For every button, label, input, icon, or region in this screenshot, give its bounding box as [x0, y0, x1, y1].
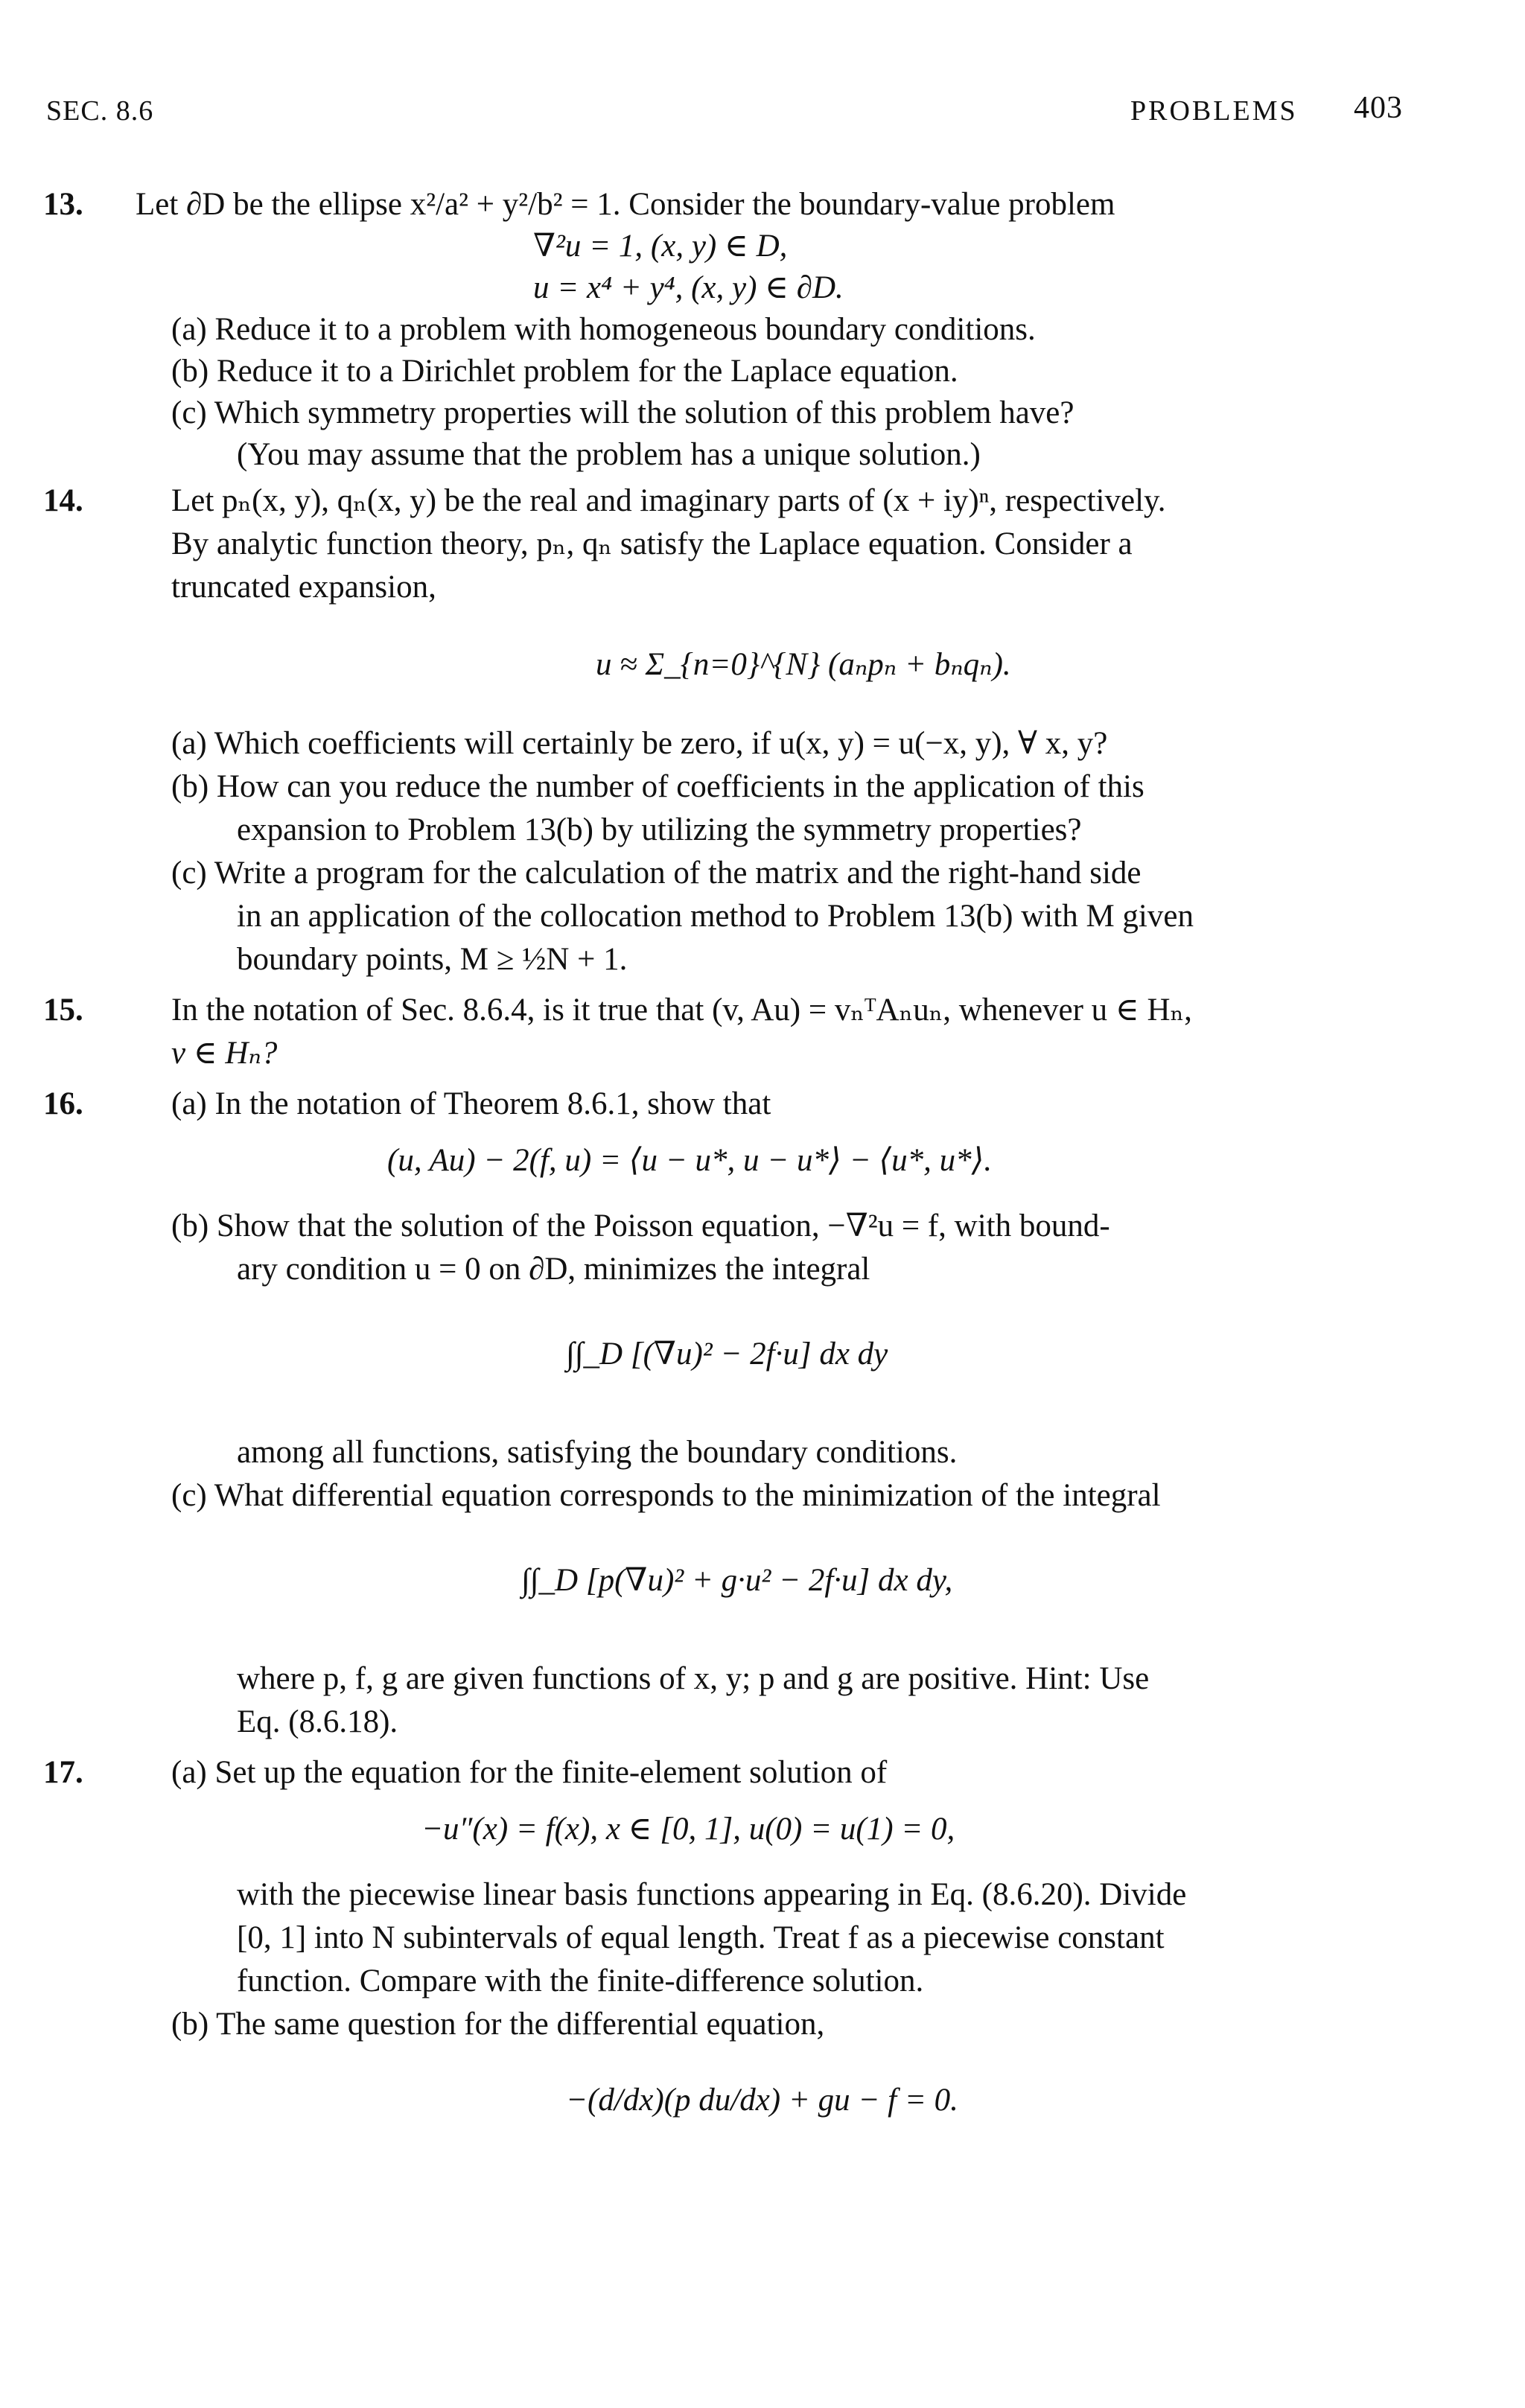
problem-17-part-a-cont-3: function. Compare with the finite-difference solution. — [237, 1963, 924, 1998]
problem-13-part-b: (b) Reduce it to a Dirichlet problem for the Laplace equation. — [171, 354, 958, 389]
problem-16-part-b-cont: ary condition u = 0 on ∂D, minimizes the integral — [237, 1252, 870, 1287]
problem-17-part-a: (a) Set up the equation for the finite-element solution of — [171, 1755, 888, 1790]
problem-13-number: 13. — [43, 187, 83, 222]
problem-17-number: 17. — [43, 1755, 83, 1790]
problem-14-number: 14. — [43, 483, 83, 518]
problem-14-part-b: (b) How can you reduce the number of coefficients in the application of this — [171, 769, 1144, 804]
problem-14-part-c-cont-1: in an application of the collocation method to Problem 13(b) with M given — [237, 899, 1194, 934]
problem-17-part-a-cont-2: [0, 1] into N subintervals of equal length. Treat f as a piecewise constant — [237, 1920, 1165, 1955]
problem-15-text-line-1: In the notation of Sec. 8.6.4, is it true that (v, Au) = vₙᵀAₙuₙ, whenever u ∈ Hₙ, — [171, 993, 1192, 1028]
problem-16-part-c: (c) What differential equation corresponds to the minimization of the integral — [171, 1478, 1161, 1513]
problem-14-expansion: u ≈ Σ_{n=0}^{N} (aₙpₙ + bₙqₙ). — [596, 647, 1011, 682]
problem-14-part-c-cont-2: boundary points, M ≥ ½N + 1. — [237, 942, 628, 977]
problem-16-integral-2: ∫∫_D [p(∇u)² + g·u² − 2f·u] dx dy, — [521, 1563, 953, 1598]
problem-14-text-line-3: truncated expansion, — [171, 570, 436, 605]
section-label: SEC. 8.6 — [46, 95, 154, 127]
problem-16-part-b-end: among all functions, satisfying the boundary conditions. — [237, 1435, 958, 1470]
problem-16-identity: (u, Au) − 2(f, u) = ⟨u − u*, u − u*⟩ − ⟨u*, u*⟩. — [387, 1143, 993, 1178]
problem-13-text: Let ∂D be the ellipse x²/a² + y²/b² = 1. Consider the boundary-value problem — [136, 187, 1115, 222]
problem-17-equation: −u″(x) = f(x), x ∈ [0, 1], u(0) = u(1) = 0, — [421, 1812, 955, 1847]
problem-16-part-c-cont: where p, f, g are given functions of x, y; p and g are positive. Hint: Use — [237, 1661, 1150, 1696]
problem-13-part-c-note: (You may assume that the problem has a unique solution.) — [237, 437, 981, 472]
problem-17-part-b: (b) The same question for the differential equation, — [171, 2007, 825, 2042]
problem-17-differential-equation: −(d/dx)(p du/dx) + gu − f = 0. — [566, 2083, 958, 2118]
problem-13-equation-2: u = x⁴ + y⁴, (x, y) ∈ ∂D. — [533, 270, 844, 305]
problem-13-part-a: (a) Reduce it to a problem with homogeneous boundary conditions. — [171, 312, 1036, 347]
problem-16-part-b: (b) Show that the solution of the Poisson equation, −∇²u = f, with bound- — [171, 1208, 1110, 1243]
problem-14-part-a: (a) Which coefficients will certainly be zero, if u(x, y) = u(−x, y), ∀ x, y? — [171, 726, 1108, 761]
problem-15-number: 15. — [43, 993, 83, 1028]
problem-17-part-a-cont-1: with the piecewise linear basis functions appearing in Eq. (8.6.20). Divide — [237, 1877, 1187, 1912]
running-title: PROBLEMS — [1130, 95, 1298, 127]
problem-16-part-c-end: Eq. (8.6.18). — [237, 1704, 398, 1739]
problem-14-text-line-1: Let pₙ(x, y), qₙ(x, y) be the real and imaginary parts of (x + iy)ⁿ, respectively. — [171, 483, 1166, 518]
page-number: 403 — [1354, 91, 1403, 125]
problem-15-text-line-2: v ∈ Hₙ? — [171, 1036, 278, 1071]
problem-13-equation-1: ∇²u = 1, (x, y) ∈ D, — [533, 229, 788, 264]
problem-13-part-c: (c) Which symmetry properties will the solution of this problem have? — [171, 395, 1074, 430]
problem-14-part-b-cont: expansion to Problem 13(b) by utilizing the symmetry properties? — [237, 812, 1082, 847]
problem-14-part-c: (c) Write a program for the calculation of the matrix and the right-hand side — [171, 856, 1142, 891]
problem-16-integral-1: ∫∫_D [(∇u)² − 2f·u] dx dy — [566, 1337, 888, 1372]
problem-16-part-a: (a) In the notation of Theorem 8.6.1, show that — [171, 1086, 771, 1121]
problem-14-text-line-2: By analytic function theory, pₙ, qₙ satisfy the Laplace equation. Consider a — [171, 526, 1133, 561]
problem-16-number: 16. — [43, 1086, 83, 1121]
